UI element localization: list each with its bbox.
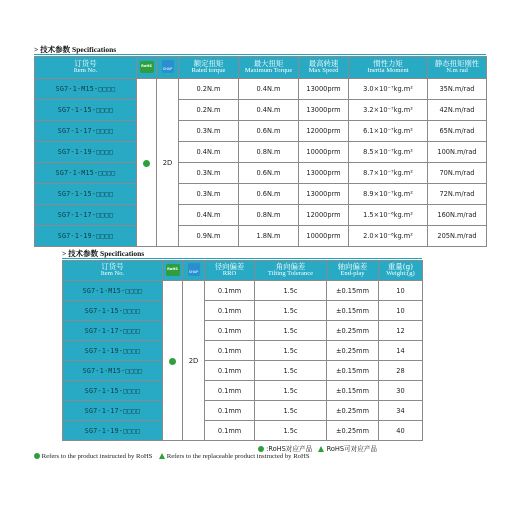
inertia: 8.7×10⁻⁷kg.m²	[349, 163, 428, 184]
torque-spec-table	[34, 56, 487, 247]
header-rohs	[163, 261, 183, 281]
header-rro: 径向偏差 RRO	[205, 261, 255, 281]
weight: 34	[379, 401, 423, 421]
item-number: SG7-1-17-□□□□	[63, 321, 163, 341]
table-row	[35, 79, 487, 100]
header-shape	[183, 261, 205, 281]
spec-title-1: > 技术参数 Specifications	[34, 45, 117, 54]
inertia: 2.0×10⁻⁶kg.m²	[349, 226, 428, 247]
stiffness: 160N.m/rad	[428, 205, 487, 226]
table-row	[35, 163, 487, 184]
item-number: SG7-1-19-□□□□	[63, 421, 163, 441]
rated-torque: 0.4N.m	[179, 205, 239, 226]
header-item-no: 订货号 Item No.	[35, 57, 137, 79]
item-number: SG7-1-15-□□□□	[35, 100, 137, 121]
rro: 0.1mm	[205, 341, 255, 361]
stiffness: 100N.m/rad	[428, 142, 487, 163]
rohs-badge-icon: RoHS	[166, 264, 180, 276]
stiffness: 42N.m/rad	[428, 100, 487, 121]
table-row	[63, 401, 423, 421]
weight: 28	[379, 361, 423, 381]
inertia: 1.5×10⁻⁶kg.m²	[349, 205, 428, 226]
rro: 0.1mm	[205, 401, 255, 421]
header-row	[63, 261, 423, 281]
table-row	[35, 184, 487, 205]
header-item-no: 订货号 Item No.	[63, 261, 163, 281]
tilt: 1.5c	[255, 401, 327, 421]
tilt: 1.5c	[255, 341, 327, 361]
tilt: 1.5c	[255, 301, 327, 321]
rohs-badge-icon: RoHS	[140, 61, 154, 73]
item-number: SG7-1-M15-□□□□	[63, 361, 163, 381]
item-number: SG7-1-19-□□□□	[35, 226, 137, 247]
inertia: 6.1×10⁻⁷kg.m²	[349, 121, 428, 142]
max-speed: 12000prm	[299, 205, 349, 226]
rohs-dot-icon	[143, 160, 150, 167]
header-rohs	[137, 57, 157, 79]
header-max-speed: 最高转速 Max Speed	[299, 57, 349, 79]
tilt: 1.5c	[255, 361, 327, 381]
title-underline-1	[34, 54, 486, 55]
item-number: SG7-1-15-□□□□	[35, 184, 137, 205]
max-speed: 12000prm	[299, 121, 349, 142]
table-row	[63, 361, 423, 381]
legend-cn	[258, 443, 377, 453]
item-number: SG7-1-19-□□□□	[63, 341, 163, 361]
weight: 40	[379, 421, 423, 441]
replaceable-triangle-icon	[318, 446, 324, 452]
spec-title-2: > 技术参数 Specifications	[62, 249, 145, 258]
rated-torque: 0.9N.m	[179, 226, 239, 247]
rated-torque: 0.3N.m	[179, 184, 239, 205]
rro: 0.1mm	[205, 381, 255, 401]
table-row	[35, 205, 487, 226]
rro: 0.1mm	[205, 281, 255, 301]
max-torque: 0.4N.m	[239, 100, 299, 121]
shape-badge-icon: SHAP	[162, 60, 174, 73]
table-row	[35, 226, 487, 247]
legend-cn-replace: RoHS可对应产品	[326, 445, 378, 453]
tilt: 1.5c	[255, 421, 327, 441]
max-speed: 13000prm	[299, 79, 349, 100]
max-torque: 0.6N.m	[239, 184, 299, 205]
max-torque: 0.6N.m	[239, 121, 299, 142]
table-row	[63, 281, 423, 301]
table-row	[63, 381, 423, 401]
header-end-play: 轴向偏差 End-play	[327, 261, 379, 281]
inertia: 8.9×10⁻⁷kg.m²	[349, 184, 428, 205]
weight: 10	[379, 301, 423, 321]
header-inertia: 惯性力矩 Inertia Moment	[349, 57, 428, 79]
stiffness: 205N.m/rad	[428, 226, 487, 247]
rated-torque: 0.3N.m	[179, 121, 239, 142]
max-speed: 13000prm	[299, 100, 349, 121]
end-play: ±0.25mm	[327, 421, 379, 441]
rro: 0.1mm	[205, 361, 255, 381]
max-torque: 0.8N.m	[239, 205, 299, 226]
inertia: 3.2×10⁻⁷kg.m²	[349, 100, 428, 121]
item-number: SG7-1-M15-□□□□	[63, 281, 163, 301]
shape-badge-icon: SHAP	[188, 263, 200, 276]
shape-value: 2D	[157, 79, 179, 247]
inertia: 3.0×10⁻⁷kg.m²	[349, 79, 428, 100]
table-row	[35, 142, 487, 163]
rohs-column	[163, 281, 183, 441]
end-play: ±0.15mm	[327, 281, 379, 301]
weight: 10	[379, 281, 423, 301]
table-row	[63, 301, 423, 321]
table-row	[35, 100, 487, 121]
rohs-dot-icon	[34, 453, 40, 459]
table-row	[63, 421, 423, 441]
header-tilt: 角向偏差 Tilting Tolerance	[255, 261, 327, 281]
tilt: 1.5c	[255, 381, 327, 401]
end-play: ±0.25mm	[327, 321, 379, 341]
max-speed: 13000prm	[299, 163, 349, 184]
rohs-column	[137, 79, 157, 247]
end-play: ±0.25mm	[327, 341, 379, 361]
shape-value: 2D	[183, 281, 205, 441]
legend-en-replace: Refers to the replaceable product instructed by RoHS	[166, 453, 310, 460]
stiffness: 35N.m/rad	[428, 79, 487, 100]
rro: 0.1mm	[205, 321, 255, 341]
legend-cn-rohs: :RoHS对应产品	[266, 445, 313, 453]
max-speed: 10000prm	[299, 226, 349, 247]
tolerance-spec-table	[62, 260, 423, 441]
legend-en-rohs: Refers to the product instructed by RoHS	[41, 453, 153, 460]
item-number: SG7-1-17-□□□□	[35, 121, 137, 142]
header-max-torque: 最大扭矩 Maximum Torque	[239, 57, 299, 79]
item-number: SG7-1-19-□□□□	[35, 142, 137, 163]
end-play: ±0.15mm	[327, 381, 379, 401]
title-underline-2	[62, 258, 422, 259]
weight: 14	[379, 341, 423, 361]
rro: 0.1mm	[205, 421, 255, 441]
item-number: SG7-1-15-□□□□	[63, 301, 163, 321]
rated-torque: 0.2N.m	[179, 79, 239, 100]
max-torque: 0.8N.m	[239, 142, 299, 163]
replaceable-triangle-icon	[159, 453, 165, 459]
item-number: SG7-1-M15-□□□□	[35, 79, 137, 100]
header-rated-torque: 额定扭矩 Rated torque	[179, 57, 239, 79]
header-shape	[157, 57, 179, 79]
stiffness: 65N.m/rad	[428, 121, 487, 142]
max-torque: 0.6N.m	[239, 163, 299, 184]
end-play: ±0.25mm	[327, 401, 379, 421]
header-weight: 重量(g) Weight:(g)	[379, 261, 423, 281]
stiffness: 70N.m/rad	[428, 163, 487, 184]
inertia: 8.5×10⁻⁷kg.m²	[349, 142, 428, 163]
rated-torque: 0.3N.m	[179, 163, 239, 184]
item-number: SG7-1-17-□□□□	[63, 401, 163, 421]
table-row	[63, 341, 423, 361]
max-torque: 1.8N.m	[239, 226, 299, 247]
max-torque: 0.4N.m	[239, 79, 299, 100]
rated-torque: 0.2N.m	[179, 100, 239, 121]
rohs-dot-icon	[169, 358, 176, 365]
rated-torque: 0.4N.m	[179, 142, 239, 163]
max-speed: 10000prm	[299, 142, 349, 163]
tilt: 1.5c	[255, 321, 327, 341]
item-number: SG7-1-17-□□□□	[35, 205, 137, 226]
stiffness: 72N.m/rad	[428, 184, 487, 205]
header-stiffness: 静态扭矩刚性 N.m rad	[428, 57, 487, 79]
item-number: SG7-1-15-□□□□	[63, 381, 163, 401]
weight: 12	[379, 321, 423, 341]
rro: 0.1mm	[205, 301, 255, 321]
tilt: 1.5c	[255, 281, 327, 301]
end-play: ±0.15mm	[327, 361, 379, 381]
legend-en	[34, 453, 310, 460]
weight: 30	[379, 381, 423, 401]
header-row	[35, 57, 487, 79]
table-row	[63, 321, 423, 341]
item-number: SG7-1-M15-□□□□	[35, 163, 137, 184]
max-speed: 13000prm	[299, 184, 349, 205]
rohs-dot-icon	[258, 446, 264, 452]
end-play: ±0.15mm	[327, 301, 379, 321]
table-row	[35, 121, 487, 142]
